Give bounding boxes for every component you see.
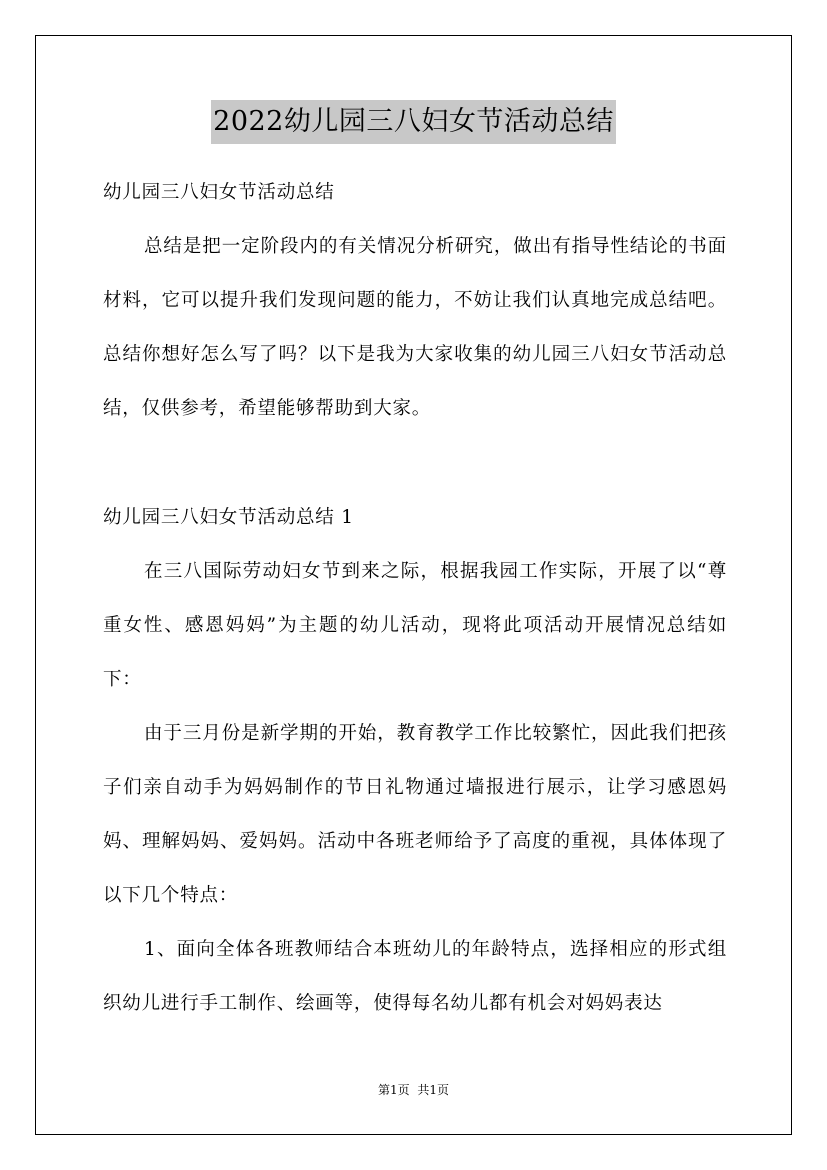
body-paragraph-3: 1、面向全体各班教师结合本班幼儿的年龄特点，选择相应的形式组织幼儿进行手工制作、绘画等，使得每名幼儿都有机会对妈妈表达 <box>103 939 727 1014</box>
section-heading: 幼儿园三八妇女节活动总结 1 <box>103 507 354 528</box>
page-number: 第1页 <box>378 1083 410 1097</box>
page-total: 共1页 <box>417 1083 449 1097</box>
title-container <box>0 100 827 144</box>
document-subtitle: 幼儿园三八妇女节活动总结 <box>103 182 335 203</box>
page-footer <box>0 1082 827 1098</box>
body-paragraph-2: 由于三月份是新学期的开始，教育教学工作比较繁忙，因此我们把孩子们亲自动手为妈妈制作的节日礼物通过墙报进行展示，让学习感恩妈妈、理解妈妈、爱妈妈。活动中各班老师给予了高度的重视，具体体现了以下几个特点： <box>103 723 727 906</box>
body-paragraph-1: 在三八国际劳动妇女节到来之际，根据我园工作实际，开展了以“尊重女性、感恩妈妈”为主题的幼儿活动，现将此项活动开展情况总结如下： <box>103 561 727 690</box>
intro-paragraph: 总结是把一定阶段内的有关情况分析研究，做出有指导性结论的书面材料，它可以提升我们发现问题的能力，不妨让我们认真地完成总结吧。总结你想好怎么写了吗？以下是我为大家收集的幼儿园三八妇女节活动总结，仅供参考，希望能够帮助到大家。 <box>103 236 727 419</box>
document-title: 2022幼儿园三八妇女节活动总结 <box>211 100 616 144</box>
